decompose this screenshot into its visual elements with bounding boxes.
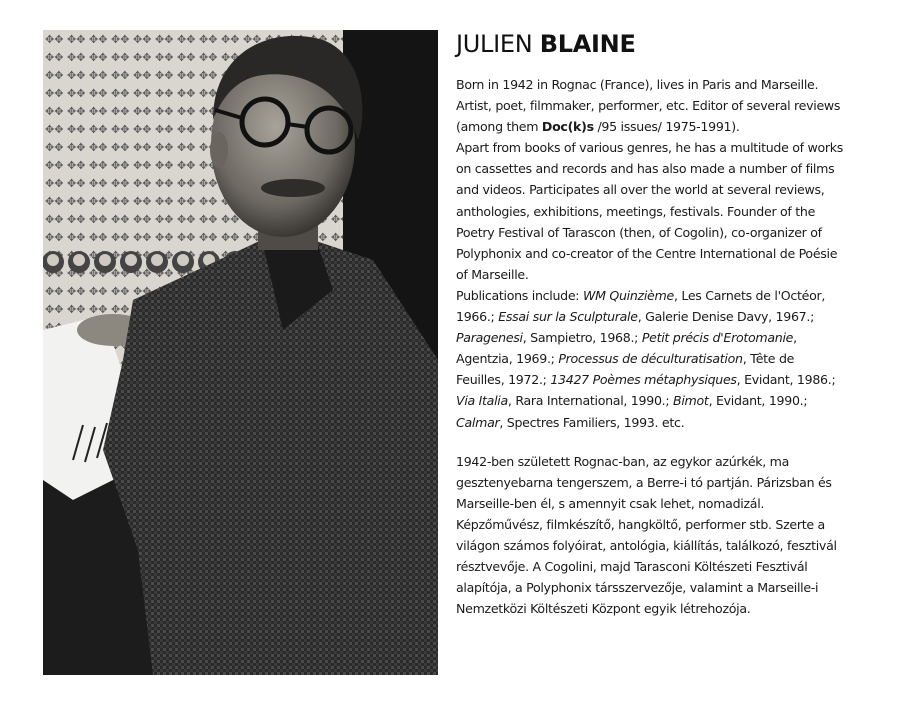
pub-info: , Les Carnets de l'Octéor, 1966.; bbox=[456, 287, 826, 325]
pub-title: Essai sur la Sculpturale bbox=[498, 309, 638, 325]
author-name bbox=[456, 28, 846, 60]
pub-info: , Agentzia, 1969.; bbox=[456, 330, 797, 367]
pub-title: Calmar bbox=[456, 414, 500, 430]
bio-english bbox=[456, 74, 846, 433]
bio-works: Apart from books of various genres, he has a multitude of works on cassettes and records and has also made a number of films and videos. Participates all over the world at several reviews, anthologies, exhibitions, meetings, festivals. Founder of the Poetry Festival of Tarascon (then, of Cogolin), co-organizer of Polyphonix and co-creator of the Centre International de Poésie of Marseille. bbox=[456, 140, 844, 282]
pub-title: 13427 Poèmes métaphysiques bbox=[550, 372, 737, 388]
pub-title: Paragenesi bbox=[456, 330, 523, 346]
bio-roles-pre: Artist, poet, filmmaker, performer, etc. Editor of several reviews (among them bbox=[456, 98, 841, 135]
first-name: JULIEN bbox=[456, 30, 533, 58]
bio-born: Born in 1942 in Rognac (France), lives in Paris and Marseille. bbox=[456, 77, 819, 92]
last-name: BLAINE bbox=[539, 30, 636, 58]
pub-info: , Spectres Familiers, 1993. etc. bbox=[499, 414, 685, 430]
review-name: Doc(k)s bbox=[541, 119, 594, 135]
pub-info: , Galerie Denise Davy, 1967.; bbox=[637, 309, 815, 325]
publications-intro: Publications include: bbox=[456, 287, 583, 303]
text-column bbox=[456, 28, 846, 619]
bio-roles-post: /95 issues/ 1975-1991). bbox=[593, 119, 740, 135]
pub-info: , Rara International, 1990.; bbox=[507, 393, 674, 409]
pub-title: Petit précis d'Erotomanie bbox=[641, 330, 794, 346]
bio-hungarian: 1942-ben született Rognac-ban, az egykor azúrkék, ma gesztenyebarna tengerszem, a Berre-i tó partján. Párizsban és Marseille-ben él, s amennyit csak lehet, nomadizál. Képzőművész, filmkészítő, hangköltő, performer stb. Szerte a világon számos folyóirat, antológia, kiállítás, találkozó, fesztivál résztvevője. A Cogolini, majd Tarasconi Költészeti Fesztivál alapítója, a Polyphonix társszervezője, valamint a Marseille-i Nemzetközi Költészeti Központ egyik létrehozója. bbox=[456, 453, 837, 617]
pub-title: WM Quinzième bbox=[582, 287, 674, 303]
pub-info: , Tête de Feuilles, 1972.; bbox=[456, 351, 795, 388]
pub-title: Bimot bbox=[673, 393, 709, 409]
pub-title: Via Italia bbox=[456, 393, 508, 409]
pub-info: , Sampietro, 1968.; bbox=[522, 330, 642, 346]
portrait-photo bbox=[43, 30, 438, 675]
pub-info: , Evidant, 1990.; bbox=[708, 393, 808, 409]
pub-title: Processus de déculturatisation bbox=[558, 351, 743, 367]
pub-info: , Evidant, 1986.; bbox=[736, 372, 836, 388]
